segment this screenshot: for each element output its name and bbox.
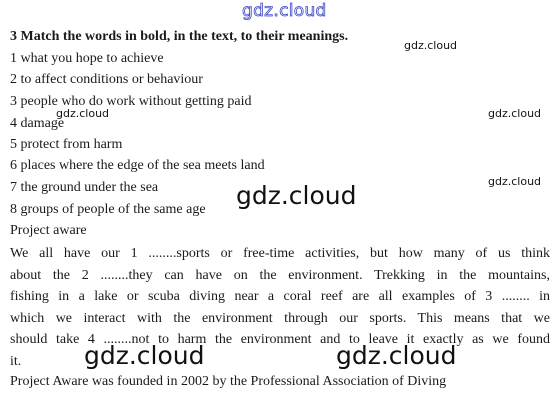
exercise-heading: 3 Match the words in bold, in the text, to their meanings. [10, 29, 349, 44]
watermark-large: gdz.cloud [236, 181, 357, 210]
article-line: it. [10, 353, 22, 369]
article-line: about the 2 ........they can have on the environment. Trekking in the mountains, [10, 267, 550, 283]
article-line: We all have our 1 ........sports or free-time activities, but how many of us think [10, 246, 550, 261]
watermark-small: gdz.cloud [56, 107, 110, 120]
exercise-item: 2 to affect conditions or behaviour [10, 72, 203, 87]
watermark-top: gdz.cloud [242, 1, 327, 21]
watermark-small: gdz.cloud [488, 175, 542, 188]
exercise-item: 6 places where the edge of the sea meets land [10, 158, 265, 173]
article-line: fishing in a lake or scuba diving near a coral reef are all examples of 3 ........ in [10, 289, 550, 304]
article-last-line: Project Aware was founded in 2002 by the Professional Association of Diving [10, 374, 447, 389]
exercise-item: 8 groups of people of the same age [10, 202, 206, 217]
watermark-large: gdz.cloud [84, 341, 205, 370]
watermark-small: gdz.cloud [488, 107, 542, 120]
exercise-item: 3 people who do work without getting paid [10, 94, 252, 109]
exercise-item: 7 the ground under the sea [10, 180, 159, 195]
exercise-item: 5 protect from harm [10, 137, 123, 152]
watermark-small: gdz.cloud [404, 39, 458, 52]
article-line: which we interact with the environment through our sports. This means that we [10, 310, 550, 326]
exercise-item: 1 what you hope to achieve [10, 51, 164, 66]
watermark-large: gdz.cloud [336, 341, 457, 370]
article-title: Project aware [10, 223, 87, 238]
exercise-item: 4 damage [10, 116, 65, 131]
article-line: should take 4 ........not to harm the environment and to leave it exactly as we found [10, 332, 550, 347]
